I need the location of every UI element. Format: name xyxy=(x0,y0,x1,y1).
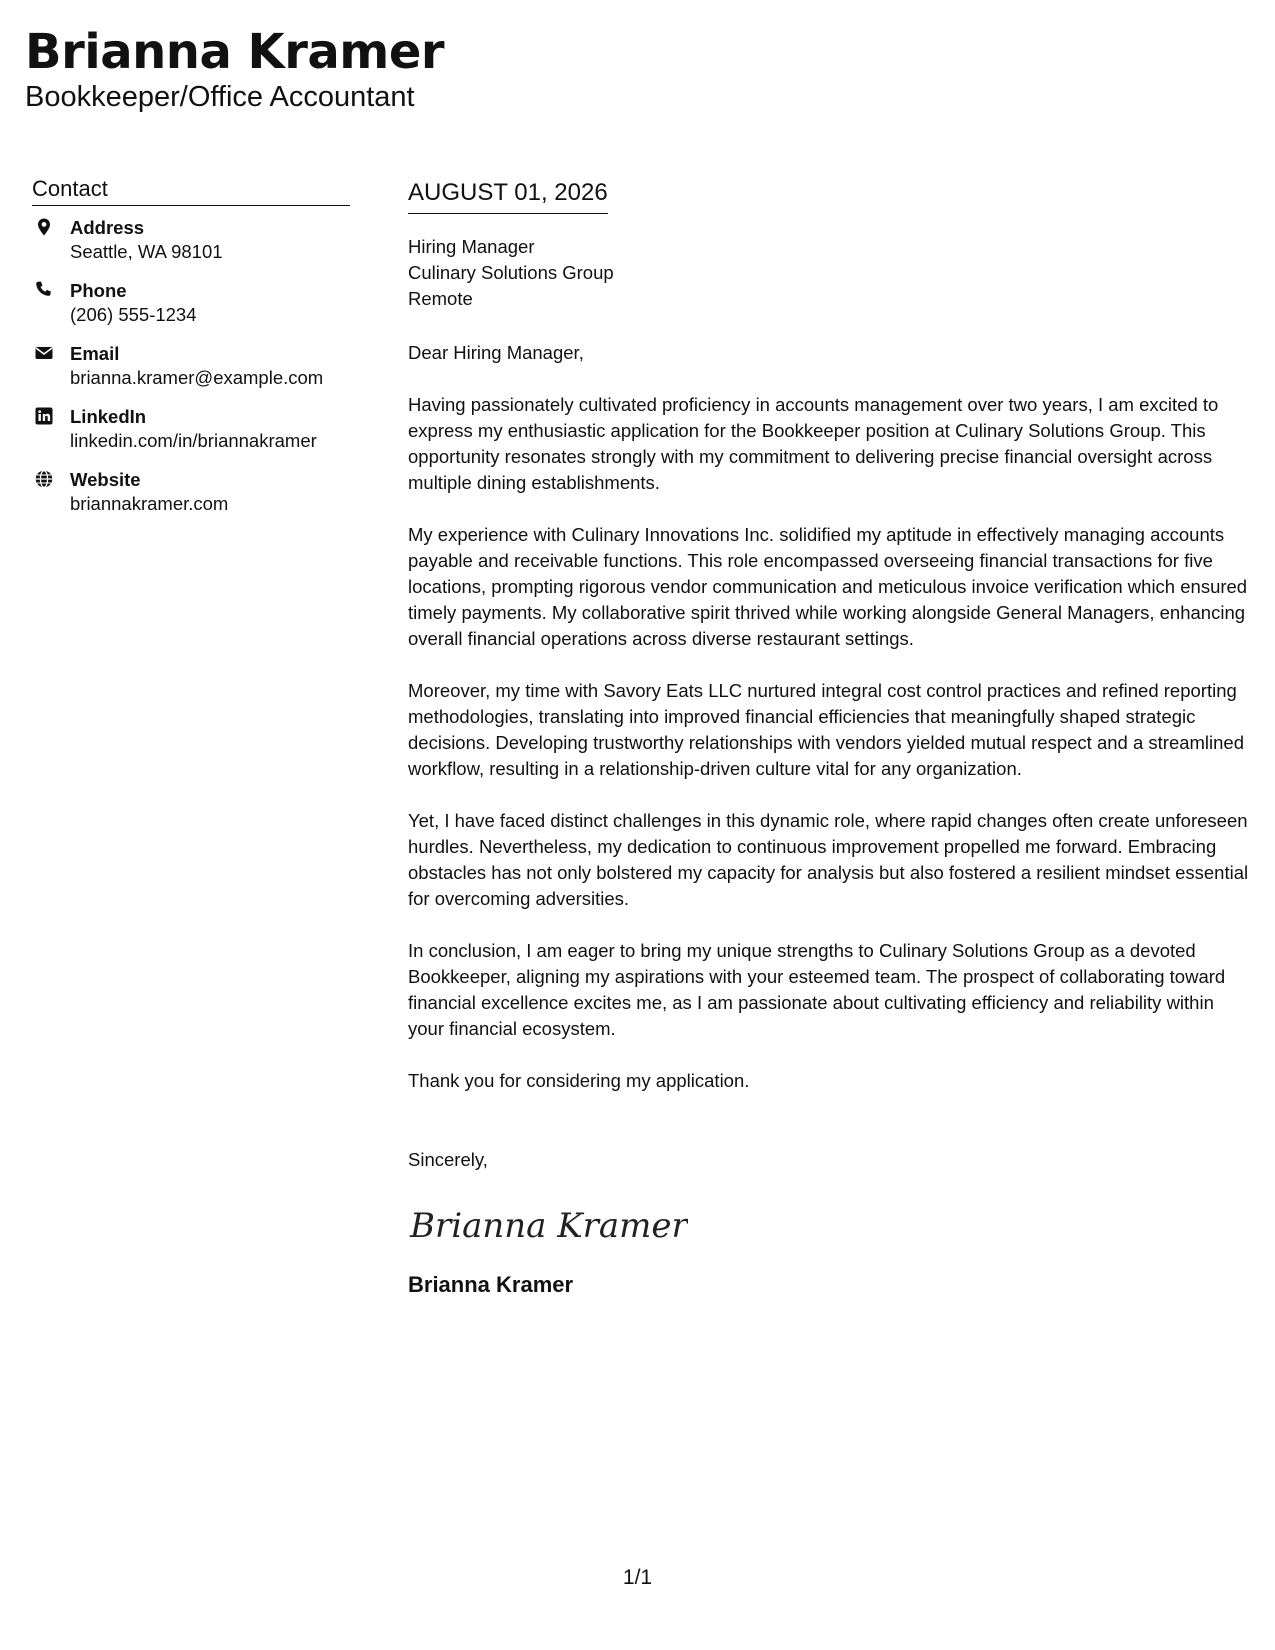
contact-item-website xyxy=(32,468,350,516)
letter-date: AUGUST 01, 2026 xyxy=(408,178,608,214)
recipient-company: Culinary Solutions Group xyxy=(408,262,614,283)
contact-heading: Contact xyxy=(32,176,350,206)
contact-value: brianna.kramer@example.com xyxy=(70,367,324,388)
contact-value: Seattle, WA 98101 xyxy=(70,241,223,262)
envelope-icon xyxy=(34,343,54,363)
recipient-location: Remote xyxy=(408,288,473,309)
phone-icon xyxy=(34,280,54,300)
contact-label: Email xyxy=(70,343,120,364)
contact-item-phone xyxy=(32,279,350,327)
linkedin-icon xyxy=(34,406,54,426)
cover-letter-body xyxy=(408,178,1253,1299)
letter-paragraph: Thank you for considering my application. xyxy=(408,1070,750,1091)
contact-value: (206) 555-1234 xyxy=(70,304,197,325)
letter-paragraph: In conclusion, I am eager to bring my unique strengths to Culinary Solutions Group as a devoted Bookkeeper, aligning my aspirations with your esteemed team. The prospect of collaborating toward financial excellence excites me, as I am passionate about cultivating efficiency and reliability within your financial ecosystem. xyxy=(408,940,1226,1039)
contact-label: Phone xyxy=(70,280,127,301)
contact-item-linkedin xyxy=(32,405,350,453)
handwritten-signature xyxy=(408,1195,688,1255)
applicant-job-title: Bookkeeper/Office Accountant xyxy=(25,81,415,113)
contact-sidebar xyxy=(32,176,350,531)
recipient-name: Hiring Manager xyxy=(408,236,535,257)
contact-value: linkedin.com/in/briannakramer xyxy=(70,430,317,451)
salutation: Dear Hiring Manager, xyxy=(408,342,584,363)
map-pin-icon xyxy=(34,217,54,237)
page-header xyxy=(25,24,444,114)
letter-paragraph: My experience with Culinary Innovations Inc. solidified my aptitude in effectively managing accounts payable and receivable functions. This role encompassed overseeing financial transactions for five locations, prompting rigorous vendor communication and meticulous invoice verification which ensured timely payments. My collaborative spirit thrived while working alongside General Managers, enhancing overall financial operations across diverse restaurant settings. xyxy=(408,524,1248,649)
contact-item-address xyxy=(32,216,350,264)
signature-text: Brianna Kramer xyxy=(410,1206,688,1246)
contact-label: LinkedIn xyxy=(70,406,147,427)
letter-paragraph: Moreover, my time with Savory Eats LLC nurtured integral cost control practices and refined reporting methodologies, translating into improved financial efficiencies that meaningfully shaped strategic decisions. Developing trustworthy relationships with vendors yielded mutual respect and a streamlined workflow, resulting in a relationship-driven culture vital for any organization. xyxy=(408,680,1245,779)
signed-name: Brianna Kramer xyxy=(408,1272,574,1297)
contact-value: briannakramer.com xyxy=(70,493,229,514)
page-number: 1/1 xyxy=(622,1566,653,1589)
letter-paragraph: Having passionately cultivated proficiency in accounts management over two years, I am excited to express my enthusiastic application for the Bookkeeper position at Culinary Solutions Group. This opportunity resonates strongly with my commitment to delivering precise financial oversight across multiple dining establishments. xyxy=(408,394,1219,493)
letter-paragraph: Yet, I have faced distinct challenges in this dynamic role, where rapid changes often create unforeseen hurdles. Nevertheless, my dedication to continuous improvement propelled me forward. Embracing obstacles has not only bolstered my capacity for analysis but also fostered a resilient mindset essential for overcoming adversities. xyxy=(408,810,1249,909)
closing: Sincerely, xyxy=(408,1149,488,1170)
applicant-name: Brianna Kramer xyxy=(25,24,445,80)
contact-item-email xyxy=(32,342,350,390)
recipient-block xyxy=(408,234,1253,312)
globe-icon xyxy=(34,469,54,489)
contact-label: Website xyxy=(70,469,141,490)
contact-label: Address xyxy=(70,217,145,238)
